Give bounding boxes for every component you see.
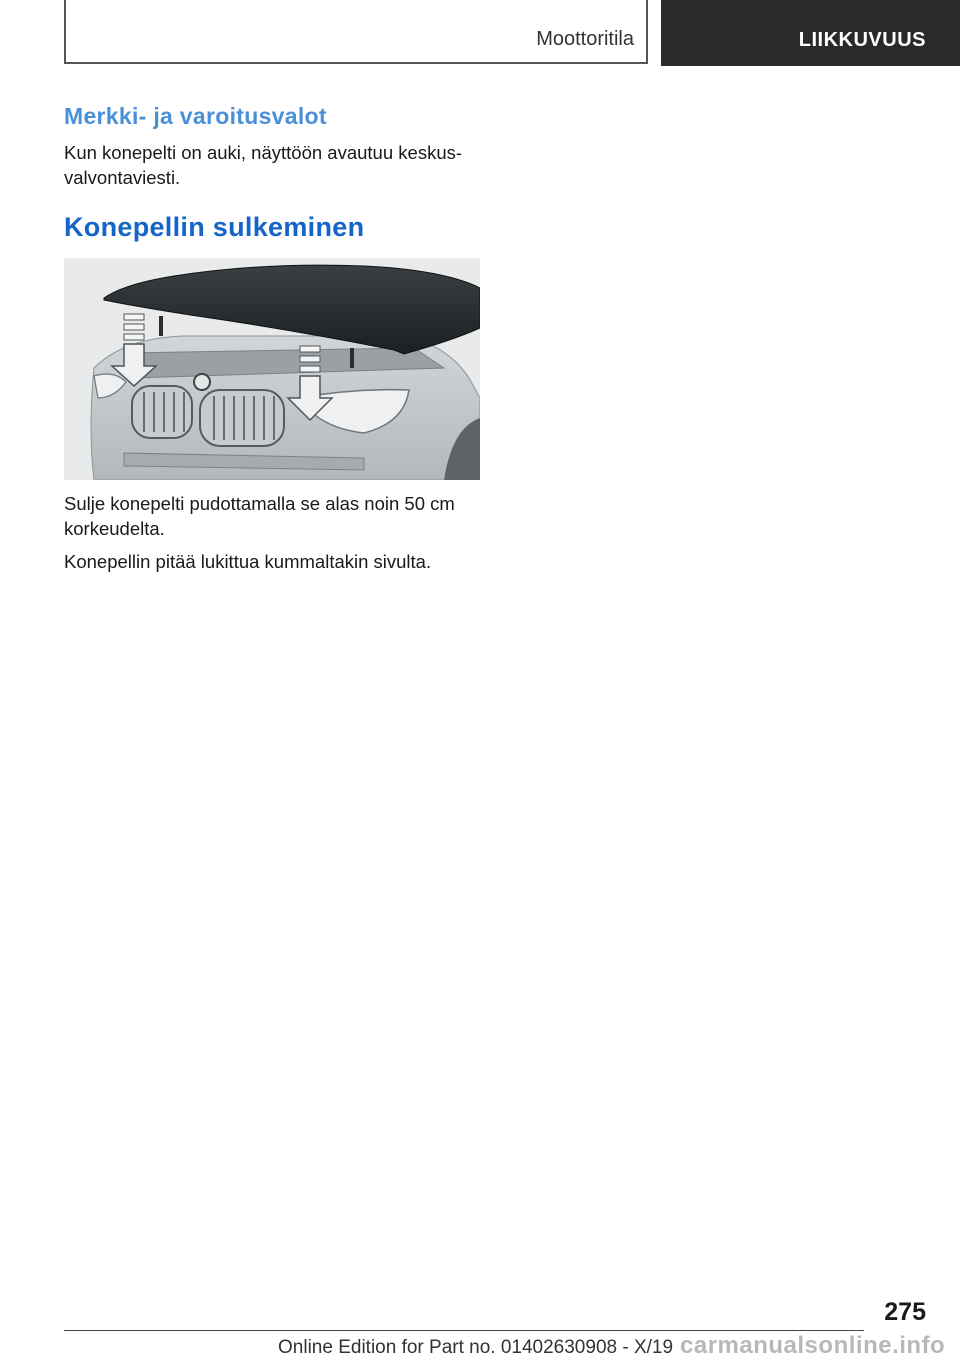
hood-closing-illustration	[64, 258, 480, 480]
footer-edition-text: Online Edition for Part no. 01402630908 - X/19	[278, 1337, 674, 1358]
section-title: Moottoritila	[536, 28, 634, 50]
subheading-warning-lights: Merkki- ja varoitusvalot	[64, 103, 327, 129]
paragraph-warning-line1: Kun konepelti on auki, näyttöön avautuu keskus-	[64, 142, 463, 163]
paragraph-drop-line2: korkeudelta.	[64, 518, 165, 539]
paragraph-warning-line2: valvontaviesti.	[64, 167, 181, 188]
chapter-title: LIIKKUVUUS	[798, 29, 926, 51]
heading-closing-hood: Konepellin sulkeminen	[64, 212, 365, 242]
chapter-tab	[661, 0, 960, 66]
header-section-box	[64, 0, 648, 64]
watermark: carmanualsonline.info	[680, 1332, 946, 1359]
car-front-illustration	[64, 258, 480, 480]
paragraph-drop-hood	[64, 491, 484, 541]
paragraph-warning	[64, 140, 494, 190]
paragraph-drop-line1: Sulje konepelti pudottamalla se alas noin 50 cm	[64, 493, 455, 514]
footer-divider	[64, 1330, 864, 1331]
paragraph-lock-both-sides: Konepellin pitää lukittua kummaltakin sivulta.	[64, 551, 432, 572]
page-number: 275	[884, 1298, 926, 1326]
